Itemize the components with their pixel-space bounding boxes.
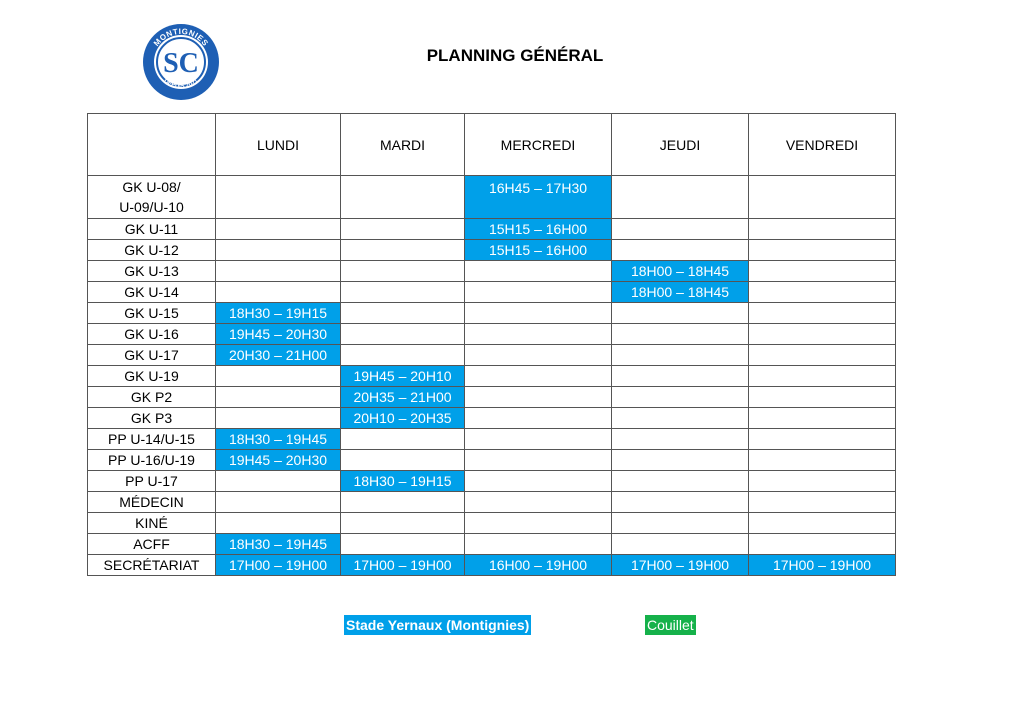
legend-stade-yernaux: Stade Yernaux (Montignies) [346, 617, 530, 633]
schedule-cell [341, 450, 465, 471]
row-label: ACFF [88, 534, 216, 555]
schedule-cell [612, 471, 749, 492]
schedule-cell: 17H00 – 19H00 [216, 555, 341, 576]
row-label: SECRÉTARIAT [88, 555, 216, 576]
legend-couillet: Couillet [647, 617, 694, 633]
schedule-cell: 17H00 – 19H00 [341, 555, 465, 576]
table-row [88, 429, 896, 450]
schedule-cell: 19H45 – 20H30 [216, 450, 341, 471]
schedule-cell [341, 429, 465, 450]
schedule-cell: 15H15 – 16H00 [465, 240, 612, 261]
schedule-cell [465, 513, 612, 534]
schedule-cell [465, 366, 612, 387]
row-label: GK U-17 [88, 345, 216, 366]
schedule-cell [749, 513, 896, 534]
schedule-cell [612, 303, 749, 324]
header-mercredi: MERCREDI [465, 114, 612, 176]
schedule-cell [612, 408, 749, 429]
schedule-cell: 18H30 – 19H15 [341, 471, 465, 492]
table-row [88, 450, 896, 471]
logo-text-top: MONTIGNIES [151, 26, 211, 48]
header-lundi: LUNDI [216, 114, 341, 176]
schedule-cell [749, 366, 896, 387]
row-label: PP U-16/U-19 [88, 450, 216, 471]
schedule-cell [612, 324, 749, 345]
schedule-cell [465, 429, 612, 450]
schedule-cell [465, 450, 612, 471]
schedule-cell [749, 219, 896, 240]
row-label: GK U-14 [88, 282, 216, 303]
schedule-cell [465, 534, 612, 555]
schedule-cell: 16H45 – 17H30 [465, 176, 612, 219]
schedule-cell [341, 324, 465, 345]
schedule-cell [341, 345, 465, 366]
schedule-cell [612, 513, 749, 534]
schedule-cell: 19H45 – 20H30 [216, 324, 341, 345]
row-label: MÉDECIN [88, 492, 216, 513]
schedule-cell [749, 534, 896, 555]
schedule-cell [749, 345, 896, 366]
logo-monogram: SC [163, 48, 199, 79]
schedule-cell [216, 366, 341, 387]
schedule-cell: 16H00 – 19H00 [465, 555, 612, 576]
table-row [88, 534, 896, 555]
schedule-cell [612, 534, 749, 555]
schedule-cell [341, 534, 465, 555]
table-row [88, 240, 896, 261]
schedule-cell: 20H35 – 21H00 [341, 387, 465, 408]
schedule-cell [612, 492, 749, 513]
schedule-cell [216, 513, 341, 534]
schedule-cell [612, 176, 749, 219]
table-row [88, 261, 896, 282]
schedule-cell [216, 261, 341, 282]
schedule-cell [749, 471, 896, 492]
schedule-cell [612, 240, 749, 261]
schedule-cell [612, 366, 749, 387]
schedule-cell [216, 492, 341, 513]
table-row [88, 345, 896, 366]
table-row [88, 324, 896, 345]
row-label: GK U-15 [88, 303, 216, 324]
logo-text-bottom: DEPUIS 2021 [162, 78, 200, 90]
schedule-cell [749, 324, 896, 345]
schedule-cell: 15H15 – 16H00 [465, 219, 612, 240]
schedule-cell [612, 345, 749, 366]
schedule-cell [341, 240, 465, 261]
schedule-cell [465, 261, 612, 282]
row-label: GK U-13 [88, 261, 216, 282]
table-row [88, 176, 896, 219]
table-row [88, 492, 896, 513]
schedule-cell [216, 219, 341, 240]
schedule-cell: 18H30 – 19H15 [216, 303, 341, 324]
schedule-cell [749, 450, 896, 471]
row-label: GK U-12 [88, 240, 216, 261]
page-title: PLANNING GÉNÉRAL [426, 46, 604, 65]
schedule-cell [341, 261, 465, 282]
schedule-cell [341, 176, 465, 219]
schedule-cell [216, 176, 341, 219]
club-logo [141, 22, 221, 102]
table-row [88, 366, 896, 387]
schedule-cell [341, 513, 465, 534]
table-row [88, 303, 896, 324]
table-row [88, 513, 896, 534]
schedule-cell [465, 471, 612, 492]
schedule-cell: 17H00 – 19H00 [612, 555, 749, 576]
row-label: GK P3 [88, 408, 216, 429]
row-label: PP U-17 [88, 471, 216, 492]
schedule-cell [749, 282, 896, 303]
schedule-cell [749, 387, 896, 408]
header-row [88, 114, 896, 176]
schedule-cell [465, 324, 612, 345]
schedule-cell [341, 219, 465, 240]
row-label: GK U-11 [88, 219, 216, 240]
row-label: KINÉ [88, 513, 216, 534]
row-label: GK U-19 [88, 366, 216, 387]
schedule-cell [465, 345, 612, 366]
schedule-cell [612, 219, 749, 240]
table-row [88, 408, 896, 429]
schedule-cell [612, 429, 749, 450]
schedule-cell: 18H30 – 19H45 [216, 534, 341, 555]
schedule-cell [612, 387, 749, 408]
schedule-cell [216, 240, 341, 261]
schedule-cell: 18H00 – 18H45 [612, 282, 749, 303]
schedule-cell [465, 282, 612, 303]
schedule-cell [749, 429, 896, 450]
schedule-cell [341, 282, 465, 303]
row-label: GK U-16 [88, 324, 216, 345]
schedule-cell [465, 492, 612, 513]
schedule-cell [749, 303, 896, 324]
table-row [88, 555, 896, 576]
schedule-cell: 18H30 – 19H45 [216, 429, 341, 450]
schedule-table [87, 113, 896, 576]
schedule-cell [216, 387, 341, 408]
schedule-cell [216, 408, 341, 429]
row-label: GK P2 [88, 387, 216, 408]
table-row [88, 387, 896, 408]
schedule-cell [465, 303, 612, 324]
schedule-cell [216, 471, 341, 492]
schedule-cell: 17H00 – 19H00 [749, 555, 896, 576]
schedule-cell [749, 240, 896, 261]
schedule-cell [612, 450, 749, 471]
schedule-cell [341, 492, 465, 513]
schedule-cell [749, 492, 896, 513]
schedule-cell: 19H45 – 20H10 [341, 366, 465, 387]
schedule-cell: 18H00 – 18H45 [612, 261, 749, 282]
header-jeudi: JEUDI [612, 114, 749, 176]
schedule-cell [465, 387, 612, 408]
schedule-cell [341, 303, 465, 324]
table-row [88, 219, 896, 240]
header-corner [88, 114, 216, 176]
header-vendredi: VENDREDI [749, 114, 896, 176]
schedule-cell [749, 408, 896, 429]
schedule-cell [749, 176, 896, 219]
table-row [88, 282, 896, 303]
schedule-cell: 20H30 – 21H00 [216, 345, 341, 366]
row-label: PP U-14/U-15 [88, 429, 216, 450]
schedule-cell [465, 408, 612, 429]
schedule-cell: 20H10 – 20H35 [341, 408, 465, 429]
table-row [88, 471, 896, 492]
row-label: GK U-08/ U-09/U-10 [88, 176, 216, 219]
schedule-cell [216, 282, 341, 303]
schedule-cell [749, 261, 896, 282]
header-mardi: MARDI [341, 114, 465, 176]
